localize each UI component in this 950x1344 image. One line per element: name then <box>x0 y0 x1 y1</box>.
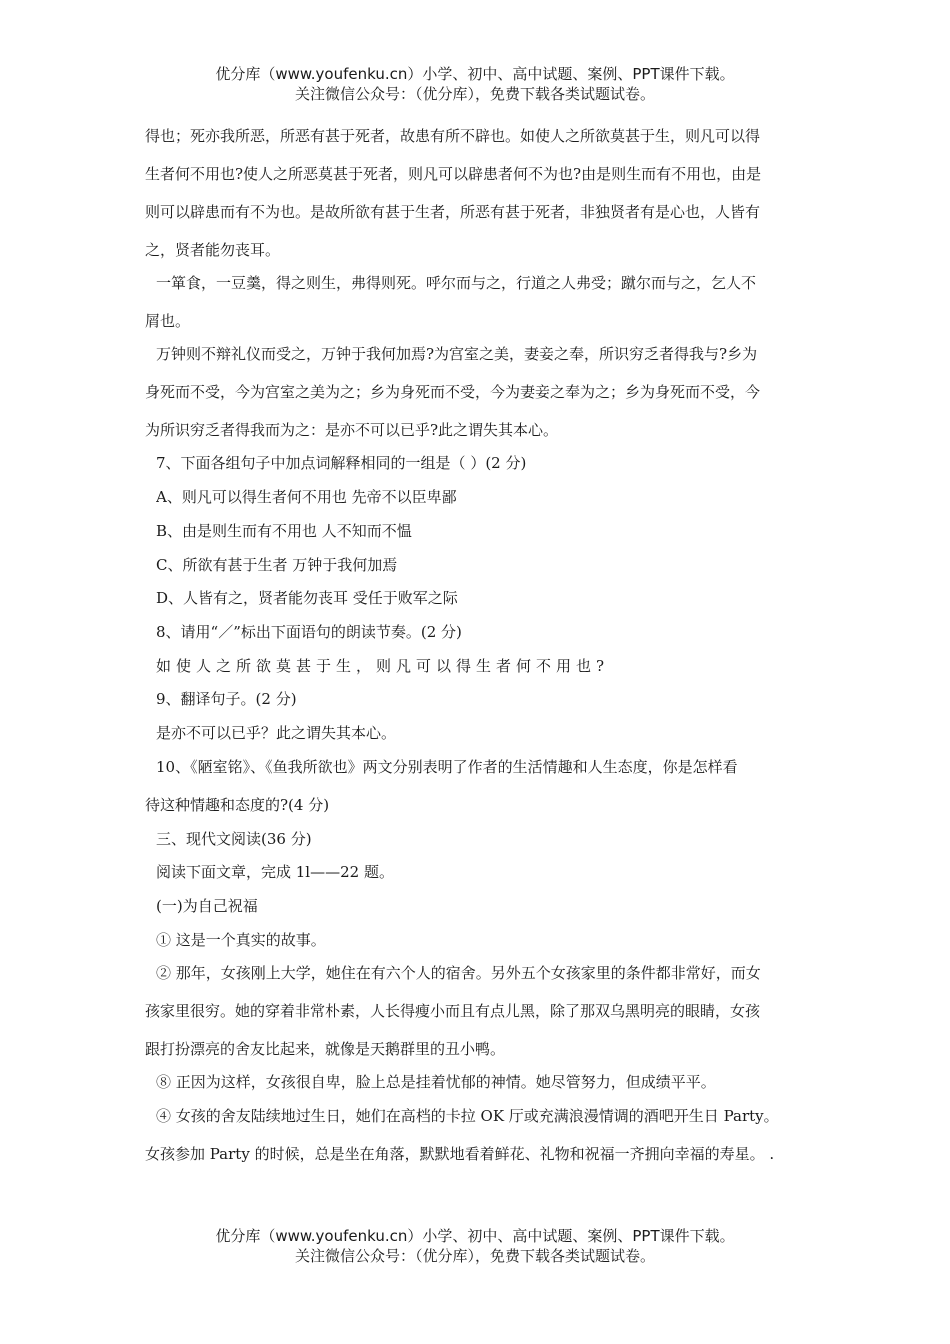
paragraph-1: ① 这是一个真实的故事。 <box>156 931 326 949</box>
question-9: 9、翻译句子。(2 分) <box>156 690 297 708</box>
option-a: A、则凡可以得生者何不用也 先帝不以臣卑鄙 <box>156 488 457 506</box>
rhythm-sentence: 如使人之所欲莫甚于生，则凡可以得生者何不用也? <box>156 657 610 675</box>
text-line: 身死而不受，今为宫室之美为之；乡为身死而不受，今为妻妾之奉为之；乡为身死而不受，今 <box>145 383 761 401</box>
text-line: 待这种情趣和态度的?(4 分) <box>145 796 330 814</box>
text-line: 得也；死亦我所恶，所恶有甚于死者，故患有所不辟也。如使人之所欲莫甚于生，则凡可以得 <box>145 127 761 145</box>
question-8: 8、请用“／”标出下面语句的朗读节奏。(2 分) <box>156 623 462 641</box>
option-d: D、人皆有之，贤者能勿丧耳 受任于败军之际 <box>156 589 458 607</box>
question-7: 7、下面各组句子中加点词解释相同的一组是（ ）(2 分) <box>156 454 527 472</box>
page-header <box>0 64 950 104</box>
translate-sentence: 是亦不可以已乎？此之谓失其本心。 <box>156 724 397 742</box>
text-line: 屑也。 <box>145 312 191 330</box>
header-url: www.youfenku.cn <box>275 65 408 83</box>
text-line: 跟打扮漂亮的舍友比起来，就像是天鹅群里的丑小鸭。 <box>145 1040 506 1058</box>
text-line: 一箪食，一豆羹，得之则生，弗得则死。呼尔而与之，行道之人弗受；蹴尔而与之，乞人不 <box>156 274 757 292</box>
question-10: 10、《陋室铭》、《鱼我所欲也》两文分别表明了作者的生活情趣和人生态度，你是怎样看 <box>156 758 738 776</box>
page-footer <box>0 1226 950 1266</box>
header-line-1: 优分库（www.youfenku.cn）小学、初中、高中试题、案例、PPT课件下载。 <box>215 65 735 83</box>
text-line: 之，贤者能勿丧耳。 <box>145 241 281 259</box>
footer-line-2: 关注微信公众号：（优分库），免费下载各类试题试卷。 <box>294 1247 655 1265</box>
text-line: 万钟则不辩礼仪而受之，万钟于我何加焉?为宫室之美，妻妾之奉，所识穷乏者得我与?乡为 <box>156 345 758 363</box>
footer-url: www.youfenku.cn <box>275 1227 408 1245</box>
option-c: C、所欲有甚于生者 万钟于我何加焉 <box>156 556 398 574</box>
section-instruction: 阅读下面文章，完成 1l——22 题。 <box>156 863 394 881</box>
section-heading: 三、现代文阅读(36 分) <box>156 830 312 848</box>
text-line: 则可以辟患而有不为也。是故所欲有甚于生者，所恶有甚于死者，非独贤者有是心也，人皆有 <box>145 203 761 221</box>
option-b: B、由是则生而有不用也 人不知而不愠 <box>156 522 412 540</box>
text-line: 生者何不用也?使人之所恶莫甚于死者，则凡可以辟患者何不为也?由是则生而有不用也，由是 <box>145 165 762 183</box>
text-line: 为所识穷乏者得我而为之：是亦不可以已乎?此之谓失其本心。 <box>145 421 559 439</box>
text-line: 女孩参加 Party 的时候，总是坐在角落，默默地看着鲜花、礼物和祝福一齐拥向幸福的寿星。 . <box>145 1145 775 1163</box>
article-title: (一)为自己祝福 <box>156 897 258 915</box>
paragraph-4: ④ 女孩的舍友陆续地过生日，她们在高档的卡拉 OK 厅或充满浪漫情调的酒吧开生日 Party。 <box>156 1107 779 1125</box>
text-line: 孩家里很穷。她的穿着非常朴素，人长得瘦小而且有点儿黑，除了那双乌黑明亮的眼睛，女孩 <box>145 1002 761 1020</box>
paragraph-3: ⑧ 正因为这样，女孩很自卑，脸上总是挂着忧郁的神情。她尽管努力，但成绩平平。 <box>156 1073 716 1091</box>
footer-line-1: 优分库（www.youfenku.cn）小学、初中、高中试题、案例、PPT课件下载。 <box>215 1227 735 1245</box>
header-line-2: 关注微信公众号：（优分库），免费下载各类试题试卷。 <box>294 85 655 103</box>
paragraph-2: ② 那年，女孩刚上大学，她住在有六个人的宿舍。另外五个女孩家里的条件都非常好，而女 <box>156 964 761 982</box>
